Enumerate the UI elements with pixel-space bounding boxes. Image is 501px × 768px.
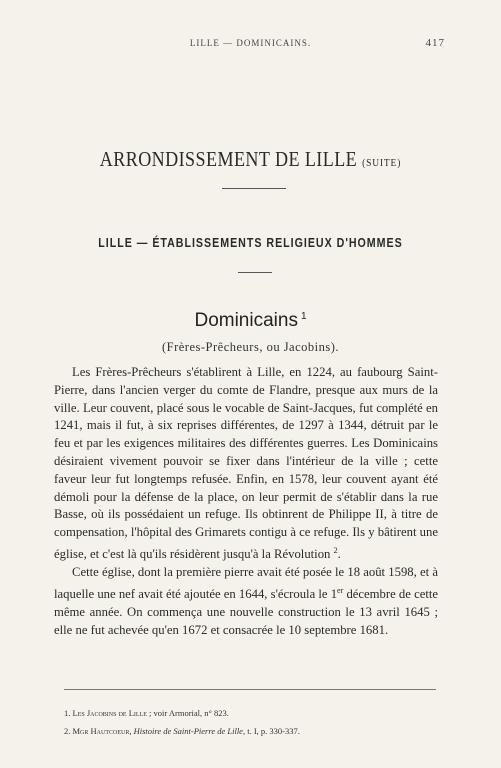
footnote-2-author: Mgr Hautcoeur,	[72, 726, 132, 736]
ordinal-superscript: er	[337, 585, 344, 595]
running-head-title: LILLE — DOMINICAINS.	[189, 38, 312, 48]
paragraph-1-end: .	[337, 547, 341, 562]
footnote-1	[64, 704, 444, 722]
footnotes	[64, 704, 444, 740]
paragraph-1	[54, 364, 438, 564]
footnote-2-rest: t. I, p. 330-337.	[245, 726, 300, 736]
footnote-1-number: 1.	[64, 708, 71, 718]
order-title-text: Dominicains	[194, 310, 298, 331]
footnote-2-number: 2.	[64, 726, 71, 736]
footnote-ref-2: 2	[333, 545, 338, 555]
order-subtitle: (Frères-Prêcheurs, ou Jacobins).	[161, 340, 340, 354]
section-title-main: ARRONDISSEMENT DE LILLE	[99, 147, 358, 171]
section-title-suite: (SUITE)	[362, 157, 402, 169]
section-title	[35, 147, 466, 172]
body-text	[54, 364, 438, 639]
footnote-1-rest: ; voir Armorial, n° 823.	[146, 708, 229, 718]
paragraph-2-end: décembre de cette même année. On commença une nouvelle construction le 13 avril 1645 ; elle ne fut achevée qu'en 1672 et consacrée le 10 septembre 1681.	[54, 587, 439, 637]
paragraph-2-text: Cette église, dont la première pierre avait été posée le 18 août 1598, et à laquelle une nef avait été ajoutée en 1644, s'écroula le 1	[54, 565, 438, 602]
title-rule	[222, 188, 286, 189]
paragraph-1-text: Les Frères-Prêcheurs s'établirent à Lille, en 1224, au faubourg Saint-Pierre, dans l'ancien verger du comte de Flandre, presque aux murs de la ville. Leur couvent, placé sous le vocable de Saint-Jacques, fut complété en 1241, mais il fut, à six reprises différentes, de 1297 à 1344, détruit par le feu et par les exigences militaires des différentes guerres. Les Dominicains désiraient vivement pouvoir se fixer dans l'intérieur de la ville ; cette faveur leur fut longtemps refusée. Enfin, en 1578, leur couvent ayant été démoli pour la défense de la place, on leur permit de s'établir dans la rue Basse, où ils possédaient un refuge. Ils obtinrent de Philippe II, à titre de compensation, l'hôpital des Grimarets contigu à ce refuge. Ils y bâtirent une église, et c'est là qu'ils résidèrent jusqu'à la Révolution	[54, 365, 438, 562]
footnote-2	[64, 722, 444, 740]
sub-title: LILLE — ÉTABLISSEMENTS RELIGIEUX D'HOMMES	[98, 235, 403, 250]
footnote-ref-1: 1	[300, 310, 307, 322]
subtitle-rule	[238, 272, 272, 273]
footnote-1-name: Les Jacobins de Lille	[72, 708, 147, 718]
order-title	[0, 310, 501, 332]
page-number: 417	[425, 37, 445, 49]
footnote-rule	[64, 689, 436, 690]
footnote-2-title: Histoire de Saint-Pierre de Lille,	[133, 726, 246, 736]
paragraph-2	[54, 564, 438, 639]
